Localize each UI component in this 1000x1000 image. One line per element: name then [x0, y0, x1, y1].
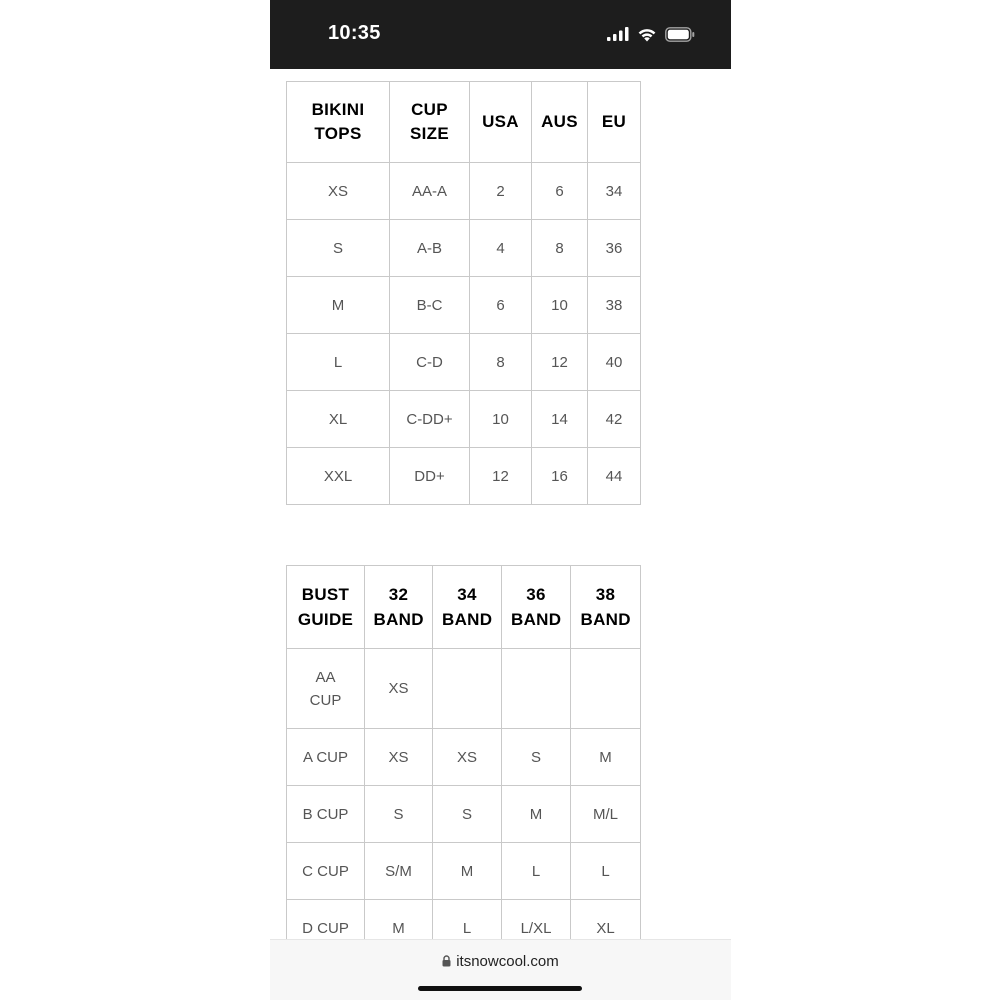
cup-label-cell: C CUP [287, 843, 365, 900]
url-text: itsnowcool.com [456, 953, 559, 970]
cup-label-cell: A CUP [287, 729, 365, 786]
table-row [287, 448, 641, 505]
size-cell: S [287, 220, 390, 277]
header-36-band: 36 BAND [502, 566, 571, 649]
lock-icon [442, 955, 451, 967]
cup-cell: C-DD+ [390, 391, 470, 448]
header-cup-size: CUP SIZE [390, 82, 470, 163]
cup-cell: AA-A [390, 163, 470, 220]
aus-cell: 10 [532, 277, 588, 334]
table-row [287, 729, 641, 786]
size-cell: XXL [287, 448, 390, 505]
home-indicator[interactable] [418, 986, 582, 991]
header-34-band: 34 BAND [433, 566, 502, 649]
band-cell: M [433, 843, 502, 900]
table-row [287, 277, 641, 334]
wifi-icon [637, 27, 657, 42]
band-cell: XL [571, 900, 641, 940]
battery-icon [665, 27, 695, 42]
band-cell: S/M [365, 843, 433, 900]
header-bust-guide: BUST GUIDE [287, 566, 365, 649]
aus-cell: 14 [532, 391, 588, 448]
size-cell: XS [287, 163, 390, 220]
band-cell: L/XL [502, 900, 571, 940]
band-cell: XS [433, 729, 502, 786]
band-cell: L [571, 843, 641, 900]
cup-cell: C-D [390, 334, 470, 391]
band-cell [502, 649, 571, 729]
phone-screen [270, 0, 731, 1000]
band-cell: L [502, 843, 571, 900]
band-cell: XS [365, 649, 433, 729]
usa-cell: 8 [470, 334, 532, 391]
table-row [287, 334, 641, 391]
header-32-band: 32 BAND [365, 566, 433, 649]
band-cell: XS [365, 729, 433, 786]
eu-cell: 40 [588, 334, 641, 391]
size-cell: M [287, 277, 390, 334]
cup-label-cell: D CUP [287, 900, 365, 940]
band-cell: M [502, 786, 571, 843]
table-row [287, 220, 641, 277]
table-header-row [287, 566, 641, 649]
aus-cell: 6 [532, 163, 588, 220]
table-row [287, 649, 641, 729]
table-row [287, 391, 641, 448]
header-eu: EU [588, 82, 641, 163]
header-aus: AUS [532, 82, 588, 163]
bust-guide-table [286, 565, 641, 939]
cup-cell: B-C [390, 277, 470, 334]
cup-label-cell: AA CUP [287, 649, 365, 729]
table-row [287, 900, 641, 940]
browser-bottom-bar [270, 939, 731, 1000]
band-cell: S [502, 729, 571, 786]
page-content [270, 69, 731, 939]
band-cell: M/L [571, 786, 641, 843]
header-38-band: 38 BAND [571, 566, 641, 649]
address-bar[interactable] [270, 953, 731, 970]
cellular-signal-icon [607, 27, 629, 41]
header-bikini-tops: BIKINI TOPS [287, 82, 390, 163]
size-cell: L [287, 334, 390, 391]
eu-cell: 36 [588, 220, 641, 277]
usa-cell: 6 [470, 277, 532, 334]
table-row [287, 843, 641, 900]
usa-cell: 2 [470, 163, 532, 220]
status-time: 10:35 [328, 22, 381, 44]
band-cell: S [433, 786, 502, 843]
eu-cell: 38 [588, 277, 641, 334]
band-cell: S [365, 786, 433, 843]
header-usa: USA [470, 82, 532, 163]
cup-label-cell: B CUP [287, 786, 365, 843]
usa-cell: 12 [470, 448, 532, 505]
band-cell [571, 649, 641, 729]
band-cell [433, 649, 502, 729]
band-cell: M [365, 900, 433, 940]
eu-cell: 44 [588, 448, 641, 505]
band-cell: M [571, 729, 641, 786]
usa-cell: 4 [470, 220, 532, 277]
usa-cell: 10 [470, 391, 532, 448]
aus-cell: 12 [532, 334, 588, 391]
status-icons [607, 24, 695, 44]
table-row [287, 786, 641, 843]
table-header-row [287, 82, 641, 163]
cup-cell: A-B [390, 220, 470, 277]
aus-cell: 16 [532, 448, 588, 505]
size-cell: XL [287, 391, 390, 448]
cup-cell: DD+ [390, 448, 470, 505]
status-bar [270, 0, 731, 69]
eu-cell: 34 [588, 163, 641, 220]
table-row [287, 163, 641, 220]
band-cell: L [433, 900, 502, 940]
bikini-tops-size-table [286, 81, 641, 505]
eu-cell: 42 [588, 391, 641, 448]
aus-cell: 8 [532, 220, 588, 277]
